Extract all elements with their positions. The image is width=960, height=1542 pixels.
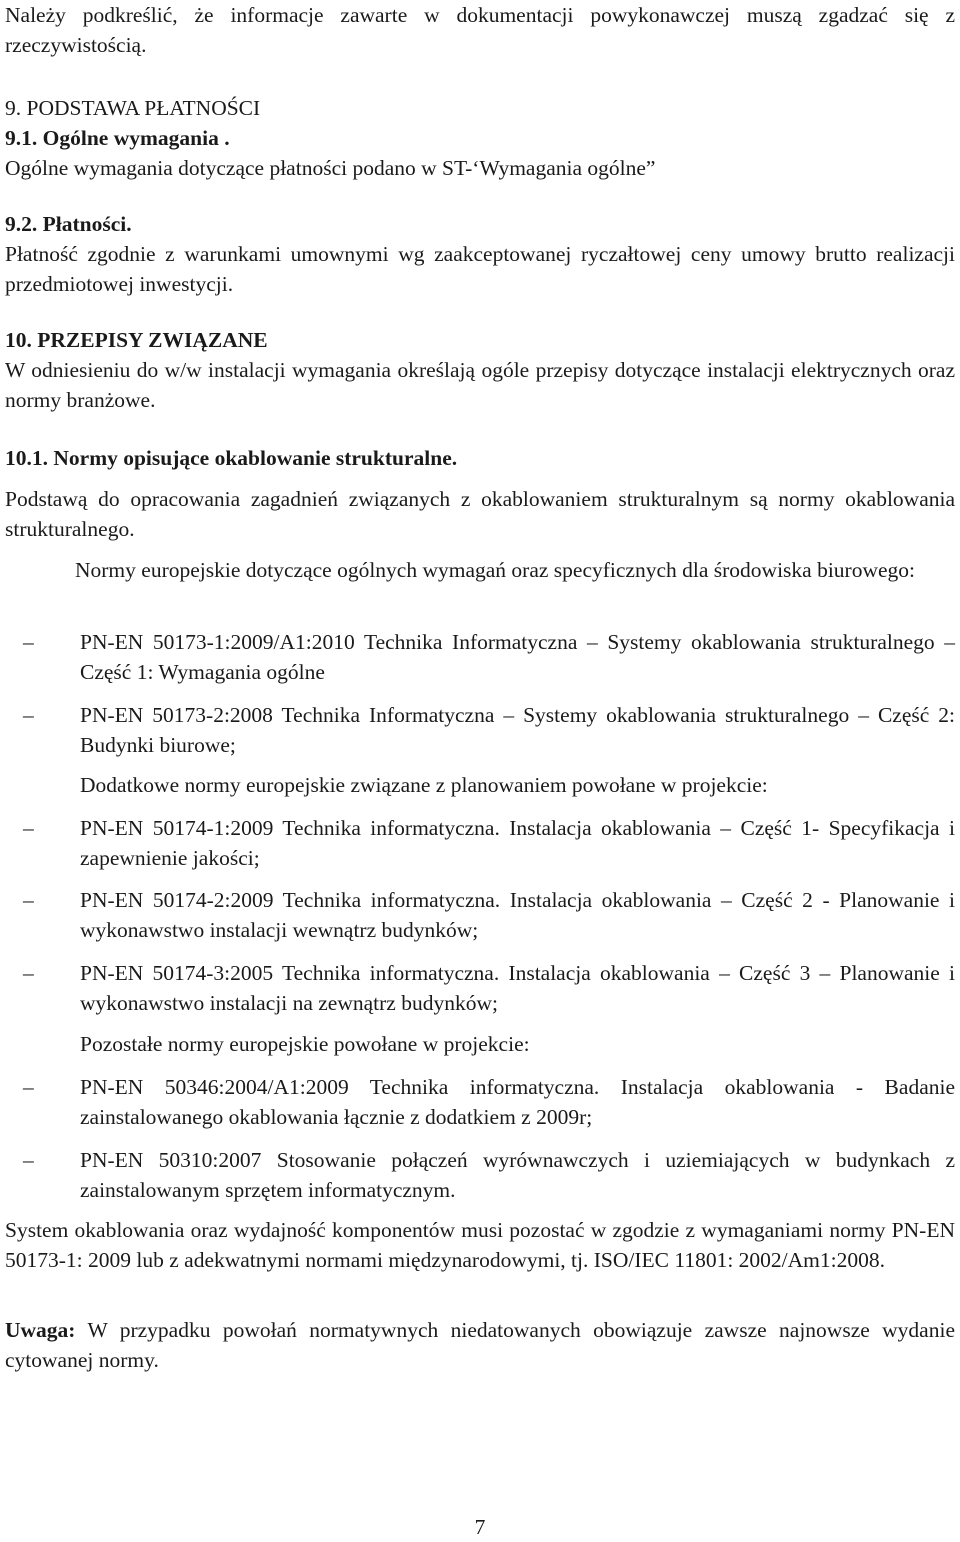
list-item: [5, 885, 955, 945]
list-item: [5, 813, 955, 873]
norm-text: PN-EN 50173-2:2008 Technika Informatyczna – Systemy okablowania strukturalnego – Część 2: Budynki biurowe;: [80, 703, 955, 757]
dash-bullet: –: [23, 703, 34, 727]
note-paragraph: [5, 1315, 955, 1375]
norm-text: PN-EN 50173-1:2009/A1:2010 Technika Informatyczna – Systemy okablowania strukturalnego – Część 1: Wymagania ogólne: [80, 630, 955, 684]
norm-text: PN-EN 50174-3:2005 Technika informatyczna. Instalacja okablowania – Część 3 – Planowanie i wykonawstwo instalacji na zewnątrz budynków;: [80, 961, 955, 1015]
section-9-heading: 9. PODSTAWA PŁATNOŚCI: [5, 96, 261, 120]
section-9-2-heading: 9.2. Płatności.: [5, 212, 132, 236]
dash-bullet: –: [23, 888, 34, 912]
section-9-1-heading: 9.1. Ogólne wymagania .: [5, 126, 230, 150]
dash-bullet: –: [23, 816, 34, 840]
page-number: 7: [474, 1515, 486, 1539]
section-10-text: W odniesieniu do w/w instalacji wymagania określają ogóle przepisy dotyczące instalacji elektrycznych oraz normy branżowe.: [5, 358, 955, 412]
euro-norms-intro: Normy europejskie dotyczące ogólnych wymagań oraz specyficznych dla środowiska biurowego:: [75, 558, 916, 582]
dash-bullet: –: [23, 961, 34, 985]
dash-bullet: –: [23, 1075, 34, 1099]
intro-paragraph: Należy podkreślić, że informacje zawarte w dokumentacji powykonawczej muszą zgadzać się z rzeczywistością.: [5, 3, 955, 57]
norm-text: PN-EN 50310:2007 Stosowanie połączeń wyrównawczych i uziemiających w budynkach z zainstalowanym sprzętem informatycznym.: [80, 1148, 955, 1202]
list-item: [5, 700, 955, 760]
dash-bullet: –: [23, 630, 34, 654]
note-text: W przypadku powołań normatywnych niedatowanych obowiązuje zawsze najnowsze wydanie cytowanej normy.: [5, 1318, 955, 1372]
list-item: [5, 627, 955, 687]
list-item: [5, 958, 955, 1018]
norm-text: PN-EN 50346:2004/A1:2009 Technika informatyczna. Instalacja okablowania - Badanie zainstalowanego okablowania łącznie z dodatkiem z 2009r;: [80, 1075, 955, 1129]
list-item: [5, 1145, 955, 1205]
additional-norms-intro: Dodatkowe normy europejskie związane z planowaniem powołane w projekcie:: [80, 773, 768, 797]
dash-bullet: –: [23, 1148, 34, 1172]
section-10-1-heading: 10.1. Normy opisujące okablowanie strukturalne.: [5, 446, 458, 470]
list-item: [5, 1072, 955, 1132]
norm-text: PN-EN 50174-2:2009 Technika informatyczna. Instalacja okablowania – Część 2 - Planowanie i wykonawstwo instalacji wewnątrz budynków;: [80, 888, 955, 942]
section-10-heading: 10. PRZEPISY ZWIĄZANE: [5, 328, 268, 352]
section-9-1-text: Ogólne wymagania dotyczące płatności podano w ST-‘Wymagania ogólne”: [5, 156, 656, 180]
section-9-2-text: Płatność zgodnie z warunkami umownymi wg zaakceptowanej ryczałtowej ceny umowy brutto realizacji przedmiotowej inwestycji.: [5, 242, 955, 296]
norm-text: PN-EN 50174-1:2009 Technika informatyczna. Instalacja okablowania – Część 1- Specyfikacja i zapewnienie jakości;: [80, 816, 955, 870]
section-10-1-text: Podstawą do opracowania zagadnień związanych z okablowaniem strukturalnym są normy okablowania strukturalnego.: [5, 487, 955, 541]
note-label: Uwaga:: [5, 1318, 76, 1342]
system-compliance-text: System okablowania oraz wydajność komponentów musi pozostać w zgodzie z wymaganiami normy PN-EN 50173-1: 2009 lub z adekwatnymi normami międzynarodowymi, tj. ISO/IEC 11801: 2002/Am1:2008.: [5, 1218, 955, 1272]
other-norms-intro: Pozostałe normy europejskie powołane w projekcie:: [80, 1032, 530, 1056]
